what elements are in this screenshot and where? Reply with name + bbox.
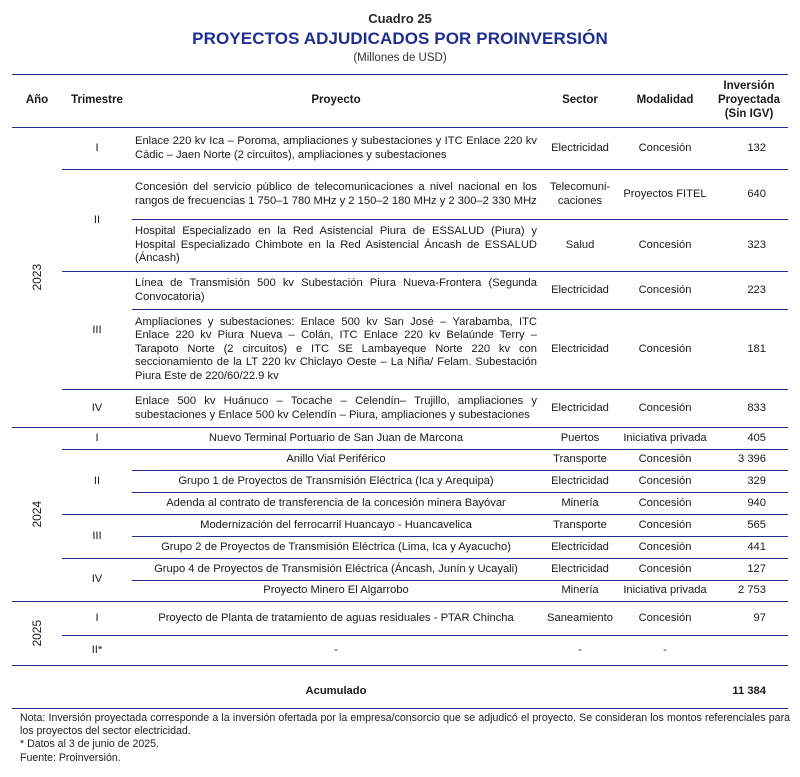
total-label: Acumulado — [132, 676, 540, 709]
inversion-cell: 2 753 — [710, 581, 788, 602]
modalidad-cell: Concesión — [620, 559, 710, 581]
quarter-cell: I — [62, 428, 132, 450]
modalidad-cell: Concesión — [620, 390, 710, 428]
modalidad-cell: - — [620, 636, 710, 666]
sector-cell: Minería — [540, 493, 620, 515]
sector-cell: Electricidad — [540, 559, 620, 581]
modalidad-cell: Concesión — [620, 310, 710, 390]
modalidad-cell: Iniciativa privada — [620, 428, 710, 450]
quarter-cell: IV — [62, 390, 132, 428]
col-header-proyecto: Proyecto — [132, 75, 540, 128]
project-cell: - — [132, 636, 540, 666]
inversion-cell: 323 — [710, 220, 788, 272]
source-note: Fuente: Proinversión. — [20, 751, 121, 764]
modalidad-cell: Concesión — [620, 272, 710, 310]
table-row — [12, 272, 788, 310]
table-row — [12, 602, 788, 636]
project-cell: Adenda al contrato de transferencia de la concesión minera Bayóvar — [132, 493, 540, 515]
data-date-note: * Datos al 3 de junio de 2025. — [20, 738, 159, 751]
sector-cell: - — [540, 636, 620, 666]
quarter-cell: II — [62, 450, 132, 515]
sector-cell: Salud — [540, 220, 620, 272]
table-row — [12, 390, 788, 428]
sector-cell: Electricidad — [540, 471, 620, 493]
col-header-modalidad: Modalidad — [620, 75, 710, 128]
inversion-cell: 181 — [710, 310, 788, 390]
table-units: (Millones de USD) — [353, 52, 447, 64]
col-header-anio: Año — [12, 75, 62, 128]
quarter-cell: III — [62, 272, 132, 390]
table-row — [12, 170, 788, 220]
modalidad-cell: Concesión — [620, 128, 710, 170]
inversion-cell: 565 — [710, 515, 788, 537]
modalidad-cell: Concesión — [620, 450, 710, 471]
inversion-cell: 3 396 — [710, 450, 788, 471]
project-cell: Proyecto de Planta de tratamiento de aguas residuales - PTAR Chincha — [132, 602, 540, 636]
modalidad-cell: Concesión — [620, 515, 710, 537]
modalidad-cell: Concesión — [620, 220, 710, 272]
sector-cell: Electricidad — [540, 272, 620, 310]
modalidad-cell: Concesión — [620, 471, 710, 493]
quarter-cell: II* — [62, 636, 132, 666]
year-cell: 2023 — [12, 128, 62, 428]
table-header-row — [12, 75, 788, 128]
table-row — [12, 559, 788, 581]
inversion-cell: 833 — [710, 390, 788, 428]
inversion-cell: 441 — [710, 537, 788, 559]
project-cell: Concesión del servicio público de telecomunicaciones a nivel nacional en los rangos de frecuencias 1 750–1 780 MHz y 2 150–2 180 MHz y 2 300–2 330 MHz — [132, 170, 540, 220]
table-row — [12, 636, 788, 666]
quarter-cell: III — [62, 515, 132, 559]
projects-table — [12, 74, 788, 709]
total-value: 11 384 — [710, 676, 788, 709]
quarter-cell: IV — [62, 559, 132, 602]
inversion-cell: 405 — [710, 428, 788, 450]
project-cell: Grupo 1 de Proyectos de Transmisión Eléctrica (Ica y Arequipa) — [132, 471, 540, 493]
modalidad-cell: Concesión — [620, 602, 710, 636]
table-title: PROYECTOS ADJUDICADOS POR PROINVERSIÓN — [192, 29, 608, 48]
sector-cell: Transporte — [540, 515, 620, 537]
modalidad-cell: Concesión — [620, 537, 710, 559]
spacer-row — [12, 666, 788, 677]
inversion-cell: 132 — [710, 128, 788, 170]
quarter-cell: II — [62, 170, 132, 272]
inversion-cell: 127 — [710, 559, 788, 581]
project-cell: Enlace 500 kv Huánuco – Tocache – Celendín– Trujillo, ampliaciones y subestaciones y Enlace 500 kv Celendín – Piura, ampliaciones y subestaciones — [132, 390, 540, 428]
project-cell: Nuevo Terminal Portuario de San Juan de Marcona — [132, 428, 540, 450]
inversion-cell — [710, 636, 788, 666]
sector-cell: Electricidad — [540, 390, 620, 428]
quarter-cell: I — [62, 128, 132, 170]
project-cell: Modernización del ferrocarril Huancayo - Huancavelica — [132, 515, 540, 537]
modalidad-cell: Proyectos FITEL — [620, 170, 710, 220]
inversion-cell: 223 — [710, 272, 788, 310]
table-row — [12, 515, 788, 537]
note-text: Nota: Inversión proyectada corresponde a la inversión ofertada por la empresa/consorcio que se adjudicó el proyecto. Se consideran los montos referenciales para los proyectos del sector electricidad. — [20, 712, 790, 738]
table-row — [12, 450, 788, 471]
col-header-trimestre: Trimestre — [62, 75, 132, 128]
sector-cell: Electricidad — [540, 537, 620, 559]
sector-cell: Puertos — [540, 428, 620, 450]
project-cell: Proyecto Minero El Algarrobo — [132, 581, 540, 602]
year-cell: 2024 — [12, 428, 62, 602]
inversion-cell: 97 — [710, 602, 788, 636]
col-header-inversion: Inversión Proyectada (Sin IGV) — [710, 75, 788, 128]
inversion-cell: 329 — [710, 471, 788, 493]
project-cell: Enlace 220 kv Ica – Poroma, ampliaciones y subestaciones y ITC Enlace 220 kv Cádic – Jaen Norte (2 circuitos), ampliaciones y subestaciones — [132, 128, 540, 170]
sector-cell: Electricidad — [540, 310, 620, 390]
inversion-cell: 640 — [710, 170, 788, 220]
sector-cell: Minería — [540, 581, 620, 602]
project-cell: Ampliaciones y subestaciones: Enlace 500 kv San José – Yarabamba, ITC Enlace 220 kv Piura Nueva – Colán, ITC Enlace 220 kv Belaúnde Terry – Tarapoto Norte (2 circuitos) e ITC SE Lambayeque Norte 220 kv con seccionamiento de la LT 220 kv Chiclayo Oeste – La Niña/ Felam. Subestación Piura Este de 220/60/22.9 kv — [132, 310, 540, 390]
modalidad-cell: Iniciativa privada — [620, 581, 710, 602]
project-cell: Línea de Transmisión 500 kv Subestación Piura Nueva-Frontera (Segunda Convocatoria) — [132, 272, 540, 310]
project-cell: Grupo 2 de Proyectos de Transmisión Eléctrica (Lima, Ica y Ayacucho) — [132, 537, 540, 559]
inversion-cell: 940 — [710, 493, 788, 515]
project-cell: Anillo Vial Periférico — [132, 450, 540, 471]
sector-cell: Electricidad — [540, 128, 620, 170]
table-row — [12, 428, 788, 450]
col-header-sector: Sector — [540, 75, 620, 128]
table-row — [12, 128, 788, 170]
quarter-cell: I — [62, 602, 132, 636]
project-cell: Grupo 4 de Proyectos de Transmisión Eléctrica (Áncash, Junín y Ucayali) — [132, 559, 540, 581]
year-cell: 2025 — [12, 602, 62, 666]
total-row — [12, 676, 788, 709]
sector-cell: Transporte — [540, 450, 620, 471]
table-number: Cuadro 25 — [368, 11, 432, 26]
table-notes — [20, 712, 790, 765]
sector-cell: Saneamiento — [540, 602, 620, 636]
modalidad-cell: Concesión — [620, 493, 710, 515]
project-cell: Hospital Especializado en la Red Asistencial Piura de ESSALUD (Piura) y Hospital Especializado Chimbote en la Red Asistencial Áncash de ESSALUD (Áncash) — [132, 220, 540, 272]
sector-cell: Telecomuni- caciones — [540, 170, 620, 220]
